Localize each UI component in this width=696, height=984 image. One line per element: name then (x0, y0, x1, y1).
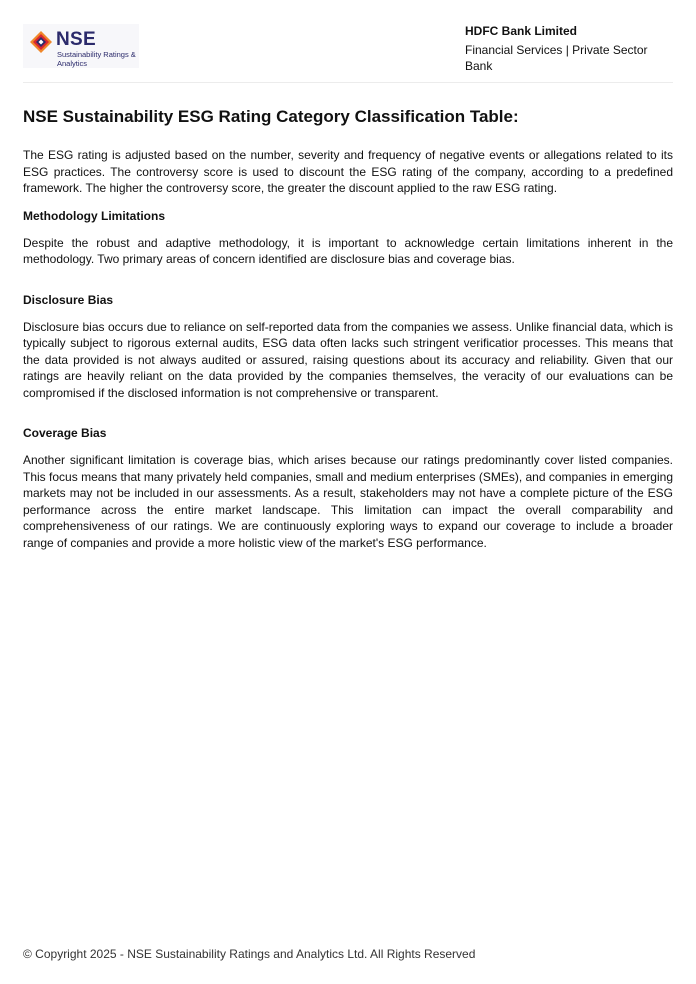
coverage-paragraph: Another significant limitation is coverage bias, which arises because our ratings predominantly cover listed companies. This focus means that many privately held companies, small and medium enterprises (SMEs), and companies in emerging markets may not be included in our assessments. As a result, stakeholders may not have a complete picture of the ESG performance across the entire market landscape. This limitation can impact the overall comparability and comprehensiveness of our ratings. We are continuously exploring ways to expand our coverage to include a broader range of companies and provide a more holistic view of the market's ESG performance. (23, 453, 673, 550)
nse-logo-icon (29, 30, 53, 54)
nse-logo (23, 24, 139, 68)
footer-copyright: © Copyright 2025 - NSE Sustainability Ratings and Analytics Ltd. All Rights Reserved (23, 947, 476, 961)
main-content (23, 106, 673, 551)
intro-paragraph: The ESG rating is adjusted based on the number, severity and frequency of negative events or allegations related to its ESG practices. The controversy score is used to discount the ESG rating of the company, according to a predefined framework. The higher the controversy score, the greater the discount applied to the raw ESG rating. (23, 148, 673, 195)
methodology-paragraph: Despite the robust and adaptive methodology, it is important to acknowledge certain limitations inherent in the methodology. Two primary areas of concern identified are disclosure bias and coverage bias. (23, 235, 673, 266)
logo-subtitle-text: Sustainability Ratings & Analytics (57, 50, 136, 68)
company-name: HDFC Bank Limited (465, 24, 578, 38)
disclosure-heading: Disclosure Bias (23, 292, 114, 307)
logo-brand-text: NSE (56, 29, 96, 50)
company-sector: Financial Services | Private Sector Bank (465, 43, 648, 73)
disclosure-paragraph: Disclosure bias occurs due to reliance on self-reported data from the companies we assess. Unlike financial data, which is typically subject to rigorous external audits, ESG data often lacks such stringent verificatior processes. This means that the data provided is not always audited or assured, raising questions about its accuracy and reliability. Given that our ratings are heavily reliant on the data provided by the companies themselves, the veracity of our evaluations can be compromised if the disclosed information is not comprehensive or transparent. (23, 319, 673, 400)
page-header (23, 20, 673, 83)
coverage-heading: Coverage Bias (23, 426, 107, 440)
company-info (465, 23, 673, 74)
methodology-heading: Methodology Limitations (23, 208, 165, 223)
page-title: NSE Sustainability ESG Rating Category Classification Table: (23, 107, 519, 126)
